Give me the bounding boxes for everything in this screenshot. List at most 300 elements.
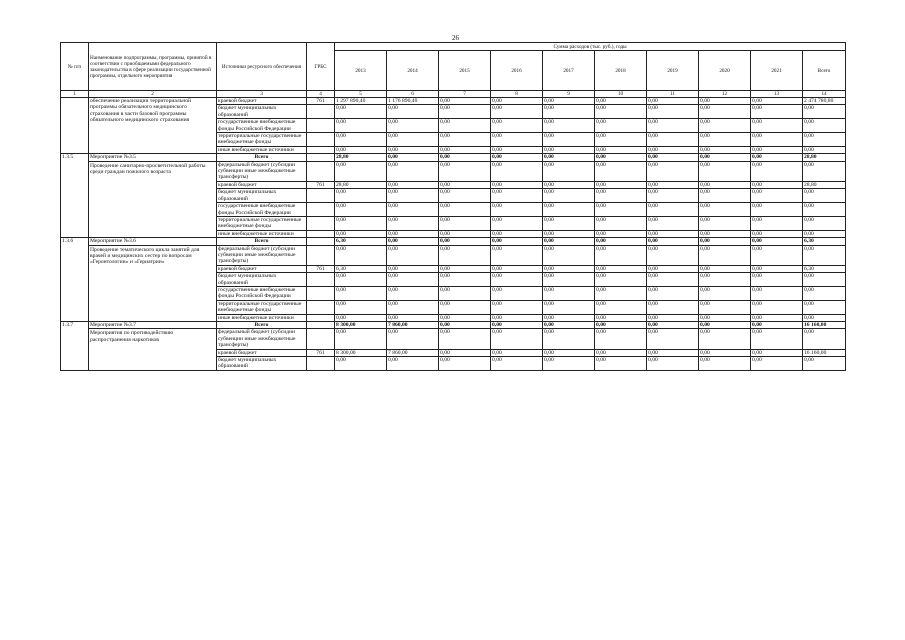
amount-cell: 0,00: [439, 154, 491, 161]
amount-cell: 0,00: [491, 329, 543, 349]
header-sum-title: Сумма расходов (тыс. руб.), годы: [335, 43, 846, 51]
amount-cell: 0,00: [543, 146, 595, 153]
amount-cell: 0,00: [699, 273, 751, 287]
amount-cell: 0,00: [647, 273, 699, 287]
amount-cell: 0,00: [543, 203, 595, 217]
amount-cell: 0,00: [387, 203, 439, 217]
source-cell: бюджет муниципальных образований: [217, 273, 307, 287]
grbs-cell: 761: [307, 181, 335, 188]
amount-cell: 0,00: [387, 329, 439, 349]
amount-cell: 0,00: [543, 98, 595, 105]
amount-cell: 0,00: [491, 161, 543, 181]
amount-cell: 0,00: [439, 119, 491, 133]
amount-cell: 0,00: [387, 314, 439, 321]
amount-cell: 0,00: [491, 238, 543, 245]
source-cell: федеральный бюджет (субсидии субвенции иные межбюджетные трансферты): [217, 245, 307, 265]
amount-cell: 0,00: [387, 133, 439, 147]
amount-cell: 0,00: [439, 300, 491, 314]
amount-cell: 0,00: [647, 238, 699, 245]
amount-cell: 0,00: [543, 300, 595, 314]
amount-cell: 0,00: [439, 286, 491, 300]
amount-cell: 0,00: [699, 146, 751, 153]
source-cell: территориальные государственные внебюджетные фонды: [217, 300, 307, 314]
amount-cell: 0,00: [439, 238, 491, 245]
amount-cell: 0,00: [595, 300, 647, 314]
amount-cell: 0,00: [595, 349, 647, 356]
amount-cell: 0,00: [491, 181, 543, 188]
amount-cell: 0,00: [491, 357, 543, 371]
amount-cell: 16 160,00: [803, 349, 846, 356]
amount-cell: 0,00: [543, 216, 595, 230]
amount-cell: 0,00: [387, 230, 439, 237]
amount-cell: 0,00: [803, 273, 846, 287]
header-year: 2017: [543, 51, 595, 91]
amount-cell: 0,00: [699, 98, 751, 105]
source-cell: краевой бюджет: [217, 349, 307, 356]
measure-description: Проведение санитарно-просветительной работы среди граждан пожилого возраста: [90, 162, 206, 176]
row-number: 1.3.5: [61, 154, 89, 238]
amount-cell: 0,00: [543, 357, 595, 371]
amount-cell: 0,00: [491, 273, 543, 287]
amount-cell: 0,00: [335, 189, 387, 203]
amount-cell: 0,00: [595, 322, 647, 329]
amount-cell: 0,00: [543, 245, 595, 265]
amount-cell: 0,00: [439, 189, 491, 203]
amount-cell: 0,00: [699, 300, 751, 314]
amount-cell: 0,00: [491, 322, 543, 329]
amount-cell: 0,00: [335, 314, 387, 321]
amount-cell: 0,00: [751, 230, 803, 237]
amount-cell: 0,00: [543, 189, 595, 203]
amount-cell: 0,00: [699, 322, 751, 329]
source-cell: бюджет муниципальных образований: [217, 105, 307, 119]
amount-cell: 0,00: [439, 216, 491, 230]
grbs-cell: [307, 273, 335, 287]
source-cell: государственные внебюджетные фонды Российской Федерации: [217, 203, 307, 217]
amount-cell: 0,00: [751, 238, 803, 245]
table-body: [61, 91, 846, 371]
amount-cell: 0,00: [335, 230, 387, 237]
amount-cell: 0,00: [751, 154, 803, 161]
amount-cell: 0,00: [751, 98, 803, 105]
amount-cell: 0,00: [647, 203, 699, 217]
source-cell: государственные внебюджетные фонды Российской Федерации: [217, 286, 307, 300]
amount-cell: 0,00: [751, 329, 803, 349]
amount-cell: 0,00: [699, 329, 751, 349]
amount-cell: 0,00: [543, 286, 595, 300]
amount-cell: 0,00: [803, 146, 846, 153]
amount-cell: 0,00: [595, 238, 647, 245]
column-number: 5: [335, 91, 387, 98]
grbs-cell: 761: [307, 98, 335, 105]
amount-cell: 0,00: [543, 181, 595, 188]
amount-cell: 0,00: [387, 286, 439, 300]
measure-name: [89, 322, 217, 371]
amount-cell: 0,00: [387, 189, 439, 203]
amount-cell: 0,00: [387, 146, 439, 153]
amount-cell: 0,00: [543, 154, 595, 161]
amount-cell: 0,00: [491, 216, 543, 230]
grbs-cell: [307, 203, 335, 217]
amount-cell: 0,00: [595, 154, 647, 161]
column-number: 6: [387, 91, 439, 98]
source-cell: краевой бюджет: [217, 181, 307, 188]
amount-cell: 0,00: [387, 273, 439, 287]
amount-cell: 0,00: [647, 161, 699, 181]
amount-cell: 0,00: [647, 314, 699, 321]
grbs-cell: [307, 300, 335, 314]
amount-cell: 28,80: [803, 181, 846, 188]
amount-cell: 0,00: [751, 119, 803, 133]
amount-cell: 0,00: [543, 273, 595, 287]
column-number: 8: [491, 91, 543, 98]
amount-cell: 0,00: [595, 119, 647, 133]
grbs-cell: [307, 230, 335, 237]
amount-cell: 0,00: [543, 105, 595, 119]
amount-cell: 0,00: [439, 133, 491, 147]
amount-cell: 0,00: [647, 329, 699, 349]
grbs-cell: [307, 119, 335, 133]
amount-cell: 0,00: [387, 300, 439, 314]
amount-cell: 6,30: [335, 238, 387, 245]
amount-cell: 0,00: [699, 245, 751, 265]
grbs-cell: [307, 216, 335, 230]
grbs-cell: [307, 314, 335, 321]
amount-cell: 0,00: [595, 105, 647, 119]
amount-cell: 0,00: [335, 273, 387, 287]
amount-cell: 0,00: [387, 119, 439, 133]
amount-cell: 0,00: [647, 181, 699, 188]
amount-cell: 0,00: [751, 203, 803, 217]
amount-cell: 0,00: [699, 105, 751, 119]
amount-cell: 0,00: [439, 357, 491, 371]
measure-description: обеспечение реализации территориальной программы обязательного медицинского страхования в части базовой программы обязательного медицинского страхования: [90, 98, 192, 124]
amount-cell: 0,00: [751, 322, 803, 329]
amount-cell: 0,00: [699, 238, 751, 245]
column-number: 9: [543, 91, 595, 98]
source-cell: государственные внебюджетные фонды Российской Федерации: [217, 119, 307, 133]
amount-cell: 0,00: [803, 189, 846, 203]
table-header: [61, 43, 846, 91]
amount-cell: 0,00: [699, 154, 751, 161]
amount-cell: 0,00: [751, 349, 803, 356]
amount-cell: 0,00: [387, 181, 439, 188]
grbs-cell: [307, 146, 335, 153]
amount-cell: 0,00: [699, 216, 751, 230]
amount-cell: 0,00: [595, 98, 647, 105]
amount-cell: 0,00: [543, 349, 595, 356]
amount-cell: 0,00: [335, 300, 387, 314]
amount-cell: 0,00: [699, 286, 751, 300]
amount-cell: 0,00: [491, 300, 543, 314]
amount-cell: 0,00: [491, 105, 543, 119]
amount-cell: 0,00: [595, 265, 647, 272]
amount-cell: 0,00: [751, 133, 803, 147]
grbs-cell: [307, 133, 335, 147]
amount-cell: 0,00: [543, 265, 595, 272]
amount-cell: 0,00: [335, 245, 387, 265]
source-cell: краевой бюджет: [217, 265, 307, 272]
amount-cell: 0,00: [335, 146, 387, 153]
grbs-cell: 761: [307, 265, 335, 272]
amount-cell: 8 300,00: [335, 349, 387, 356]
amount-cell: 0,00: [439, 322, 491, 329]
amount-cell: 0,00: [335, 119, 387, 133]
amount-cell: 0,00: [543, 314, 595, 321]
amount-cell: 6,30: [803, 238, 846, 245]
amount-cell: 0,00: [595, 216, 647, 230]
amount-cell: 0,00: [751, 146, 803, 153]
header-year: 2016: [491, 51, 543, 91]
amount-cell: 0,00: [647, 119, 699, 133]
amount-cell: 0,00: [699, 314, 751, 321]
amount-cell: 0,00: [699, 161, 751, 181]
amount-cell: 0,00: [647, 154, 699, 161]
amount-cell: 0,00: [647, 146, 699, 153]
column-number: 2: [89, 91, 217, 98]
measure-description: Мероприятия по противодействию распространения наркотиков: [90, 330, 174, 343]
amount-cell: 0,00: [543, 119, 595, 133]
source-cell: иные внебюджетные источники: [217, 146, 307, 153]
amount-cell: 0,00: [491, 133, 543, 147]
amount-cell: 0,00: [751, 286, 803, 300]
amount-cell: 0,00: [803, 314, 846, 321]
header-year: 2020: [699, 51, 751, 91]
amount-cell: 0,00: [439, 314, 491, 321]
amount-cell: 0,00: [699, 349, 751, 356]
amount-cell: 28,80: [335, 154, 387, 161]
amount-cell: 0,00: [595, 181, 647, 188]
grbs-cell: [307, 154, 335, 161]
column-number: 11: [647, 91, 699, 98]
header-year: Всего: [803, 51, 846, 91]
amount-cell: 0,00: [491, 146, 543, 153]
amount-cell: 0,00: [751, 265, 803, 272]
amount-cell: 0,00: [439, 245, 491, 265]
amount-cell: 0,00: [491, 203, 543, 217]
amount-cell: 0,00: [439, 105, 491, 119]
amount-cell: 0,00: [387, 245, 439, 265]
amount-cell: 0,00: [699, 181, 751, 188]
measure-description: Проведение тематического цикла занятий для врачей и медицинских сестер по вопросам «Геронтологии» и «Гериатрии»: [90, 246, 200, 266]
source-cell: бюджет муниципальных образований: [217, 357, 307, 371]
amount-cell: 0,00: [647, 265, 699, 272]
amount-cell: 6,30: [803, 265, 846, 272]
amount-cell: 0,00: [699, 230, 751, 237]
grbs-cell: [307, 189, 335, 203]
source-total: Всего: [217, 154, 307, 161]
amount-cell: 0,00: [543, 238, 595, 245]
amount-cell: 0,00: [595, 161, 647, 181]
amount-cell: 0,00: [647, 133, 699, 147]
amount-cell: 16 160,00: [803, 322, 846, 329]
amount-cell: 0,00: [595, 230, 647, 237]
amount-cell: 0,00: [439, 161, 491, 181]
amount-cell: 0,00: [491, 230, 543, 237]
column-number: 13: [751, 91, 803, 98]
amount-cell: 0,00: [387, 238, 439, 245]
total-row: [61, 322, 846, 329]
amount-cell: 0,00: [647, 286, 699, 300]
row-number: 1.3.6: [61, 238, 89, 322]
amount-cell: 0,00: [595, 357, 647, 371]
grbs-cell: [307, 105, 335, 119]
amount-cell: 0,00: [803, 357, 846, 371]
source-total: Всего: [217, 238, 307, 245]
amount-cell: 0,00: [543, 161, 595, 181]
amount-cell: 0,00: [439, 98, 491, 105]
grbs-cell: [307, 286, 335, 300]
amount-cell: 0,00: [595, 273, 647, 287]
column-number: 4: [307, 91, 335, 98]
amount-cell: 0,00: [751, 357, 803, 371]
row-number: 1.3.7: [61, 322, 89, 371]
column-number: 14: [803, 91, 846, 98]
amount-cell: 0,00: [803, 203, 846, 217]
source-cell: бюджет муниципальных образований: [217, 189, 307, 203]
amount-cell: 0,00: [439, 265, 491, 272]
amount-cell: 0,00: [751, 314, 803, 321]
amount-cell: 0,00: [439, 349, 491, 356]
amount-cell: 0,00: [491, 314, 543, 321]
amount-cell: 0,00: [699, 357, 751, 371]
grbs-cell: 761: [307, 349, 335, 356]
amount-cell: 0,00: [439, 181, 491, 188]
source-cell: федеральный бюджет (субсидии субвенции иные межбюджетные трансферты): [217, 329, 307, 349]
amount-cell: 0,00: [335, 203, 387, 217]
amount-cell: 0,00: [595, 329, 647, 349]
amount-cell: 0,00: [803, 216, 846, 230]
amount-cell: 0,00: [699, 265, 751, 272]
amount-cell: 0,00: [387, 161, 439, 181]
amount-cell: 0,00: [751, 105, 803, 119]
header-year: 2014: [387, 51, 439, 91]
amount-cell: 0,00: [699, 189, 751, 203]
amount-cell: 0,00: [699, 133, 751, 147]
measure-title: Мероприятие №3.7: [89, 322, 216, 329]
amount-cell: 0,00: [751, 216, 803, 230]
grbs-cell: [307, 238, 335, 245]
amount-cell: 0,00: [595, 245, 647, 265]
amount-cell: 0,00: [439, 146, 491, 153]
amount-cell: 0,00: [491, 98, 543, 105]
amount-cell: 0,00: [335, 161, 387, 181]
measure-title: Мероприятие №3.6: [89, 238, 216, 245]
amount-cell: 0,00: [647, 245, 699, 265]
amount-cell: 0,00: [543, 322, 595, 329]
amount-cell: 7 860,00: [387, 349, 439, 356]
amount-cell: 0,00: [803, 329, 846, 349]
source-cell: иные внебюджетные источники: [217, 230, 307, 237]
amount-cell: 0,00: [803, 119, 846, 133]
amount-cell: 0,00: [491, 349, 543, 356]
amount-cell: 0,00: [595, 203, 647, 217]
amount-cell: 0,00: [335, 216, 387, 230]
amount-cell: 0,00: [647, 98, 699, 105]
grbs-cell: [307, 329, 335, 349]
amount-cell: 0,00: [439, 203, 491, 217]
amount-cell: 0,00: [595, 189, 647, 203]
source-cell: краевой бюджет: [217, 98, 307, 105]
amount-cell: 0,00: [595, 314, 647, 321]
header-year: 2015: [439, 51, 491, 91]
amount-cell: 0,00: [803, 105, 846, 119]
amount-cell: 0,00: [335, 286, 387, 300]
amount-cell: 0,00: [595, 146, 647, 153]
amount-cell: 0,00: [543, 329, 595, 349]
amount-cell: 6,30: [335, 265, 387, 272]
amount-cell: 0,00: [751, 300, 803, 314]
amount-cell: 28,80: [803, 154, 846, 161]
budget-table: [60, 42, 846, 371]
amount-cell: 0,00: [543, 133, 595, 147]
amount-cell: 0,00: [803, 161, 846, 181]
amount-cell: 0,00: [439, 273, 491, 287]
header-year: 2013: [335, 51, 387, 91]
amount-cell: 0,00: [439, 329, 491, 349]
amount-cell: 0,00: [491, 265, 543, 272]
amount-cell: 0,00: [387, 154, 439, 161]
amount-cell: 0,00: [491, 245, 543, 265]
amount-cell: 0,00: [595, 133, 647, 147]
table-row: [61, 98, 846, 105]
header-grbs: ГРБС: [307, 43, 335, 91]
measure-name: [89, 98, 217, 154]
amount-cell: 0,00: [335, 329, 387, 349]
amount-cell: 2 474 780,80: [803, 98, 846, 105]
grbs-cell: [307, 245, 335, 265]
amount-cell: 0,00: [803, 245, 846, 265]
total-row: [61, 154, 846, 161]
amount-cell: 0,00: [595, 286, 647, 300]
amount-cell: 0,00: [387, 265, 439, 272]
page-number: 26: [452, 34, 459, 42]
amount-cell: 0,00: [387, 357, 439, 371]
amount-cell: 0,00: [335, 357, 387, 371]
amount-cell: 1 176 890,40: [387, 98, 439, 105]
header-year: 2019: [647, 51, 699, 91]
amount-cell: 0,00: [803, 300, 846, 314]
header-year: 2021: [751, 51, 803, 91]
amount-cell: 0,00: [335, 133, 387, 147]
source-cell: федеральный бюджет (субсидии субвенции иные межбюджетные трансферты): [217, 161, 307, 181]
column-number: 10: [595, 91, 647, 98]
grbs-cell: [307, 161, 335, 181]
column-number: 7: [439, 91, 491, 98]
header-num: № п/п: [61, 43, 89, 91]
amount-cell: 0,00: [491, 119, 543, 133]
amount-cell: 0,00: [803, 286, 846, 300]
amount-cell: 0,00: [751, 245, 803, 265]
amount-cell: 8 300,00: [335, 322, 387, 329]
column-number: 12: [699, 91, 751, 98]
amount-cell: 0,00: [647, 230, 699, 237]
amount-cell: 0,00: [335, 105, 387, 119]
amount-cell: 0,00: [439, 230, 491, 237]
amount-cell: 0,00: [751, 273, 803, 287]
total-row: [61, 238, 846, 245]
measure-title: Мероприятие №3.5: [89, 154, 216, 161]
amount-cell: 0,00: [387, 216, 439, 230]
amount-cell: 0,00: [647, 216, 699, 230]
source-cell: территориальные государственные внебюджетные фонды: [217, 133, 307, 147]
header-year: 2018: [595, 51, 647, 91]
amount-cell: 7 860,00: [387, 322, 439, 329]
amount-cell: 0,00: [491, 154, 543, 161]
amount-cell: 0,00: [699, 119, 751, 133]
source-cell: территориальные государственные внебюджетные фонды: [217, 216, 307, 230]
amount-cell: 28,80: [335, 181, 387, 188]
